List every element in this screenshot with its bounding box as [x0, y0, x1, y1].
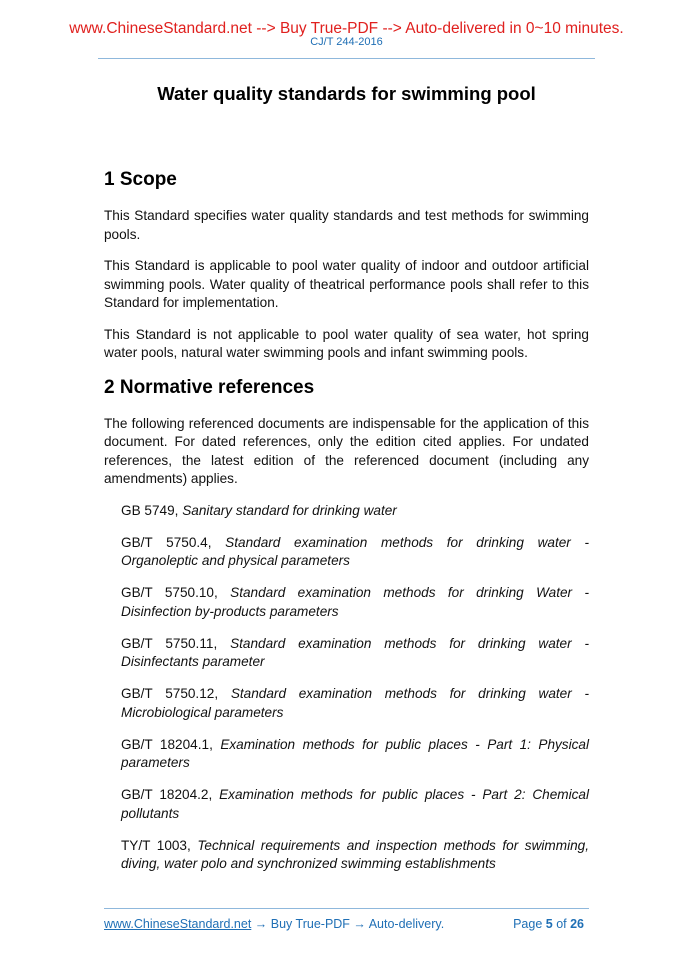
page-of-label: of	[552, 917, 571, 931]
reference-item	[121, 837, 589, 874]
references-intro: The following referenced documents are indispensable for the application of this document. For dated references, only the edition cited applies. For undated references, the latest edition of the referenced document (including any amendments) applies.	[104, 415, 589, 486]
footer-divider	[104, 908, 589, 909]
reference-title: Standard examination methods for drinking Water - Disinfection by-products parameters	[121, 585, 589, 619]
reference-title: Technical requirements and inspection methods for swimming, diving, water polo and synchronized swimming establishments	[121, 837, 589, 871]
header-divider	[98, 58, 595, 59]
scope-paragraph-2: This Standard is applicable to pool water quality of indoor and outdoor artificial swimming pools. Water quality of theatrical performance pools shall refer to this Standard for implementation.	[104, 258, 589, 310]
current-page: 5	[545, 917, 553, 931]
reference-item	[121, 534, 589, 571]
standard-code: CJ/T 244-2016	[310, 36, 383, 48]
scope-paragraph-3: This Standard is not applicable to pool water quality of sea water, hot spring water pools, natural water swimming pools and infant swimming pools.	[104, 326, 589, 360]
reference-title: Sanitary standard for drinking water	[182, 502, 397, 518]
footer-website-link[interactable]: www.ChineseStandard.net	[104, 917, 252, 931]
top-banner[interactable]: www.ChineseStandard.net --> Buy True-PDF --> Auto-delivered in 0~10 minutes.	[69, 20, 624, 37]
reference-title: Standard examination methods for drinking water - Organoleptic and physical parameters	[121, 534, 589, 568]
reference-code: GB/T 5750.10,	[121, 585, 231, 600]
reference-code: TY/T 1003,	[121, 837, 198, 853]
reference-code: GB/T 18204.2,	[121, 787, 220, 802]
reference-code: GB 5749,	[121, 502, 183, 518]
page-number	[513, 916, 584, 932]
document-title: Water quality standards for swimming pool	[157, 83, 536, 104]
reference-title: Standard examination methods for drinking water - Disinfectants parameter	[121, 635, 589, 669]
reference-code: GB/T 5750.4,	[121, 534, 226, 550]
footer-left	[104, 916, 444, 932]
reference-title: Standard examination methods for drinking water - Microbiological parameters	[121, 686, 589, 720]
reference-item	[121, 635, 589, 672]
page-label: Page	[513, 917, 546, 931]
reference-item	[121, 502, 589, 521]
page-footer	[104, 916, 589, 932]
reference-code: GB/T 18204.1,	[121, 736, 221, 752]
reference-title: Examination methods for public places - Part 2: Chemical pollutants	[121, 787, 589, 821]
total-pages: 26	[570, 917, 584, 931]
reference-item	[121, 786, 589, 823]
reference-item	[121, 584, 589, 621]
section-heading-normative-references: 2 Normative references	[104, 376, 315, 398]
reference-code: GB/T 5750.12,	[121, 686, 231, 701]
reference-list	[104, 502, 589, 874]
scope-paragraph-1: This Standard specifies water quality standards and test methods for swimming pools.	[104, 208, 589, 242]
reference-item	[121, 736, 589, 773]
reference-item	[121, 685, 589, 722]
document-body	[104, 168, 589, 887]
reference-code: GB/T 5750.11,	[121, 635, 231, 651]
footer-tagline: → Buy True-PDF → Auto-delivery.	[251, 917, 445, 931]
section-heading-scope: 1 Scope	[104, 169, 177, 190]
reference-title: Examination methods for public places - Part 1: Physical parameters	[121, 736, 589, 770]
